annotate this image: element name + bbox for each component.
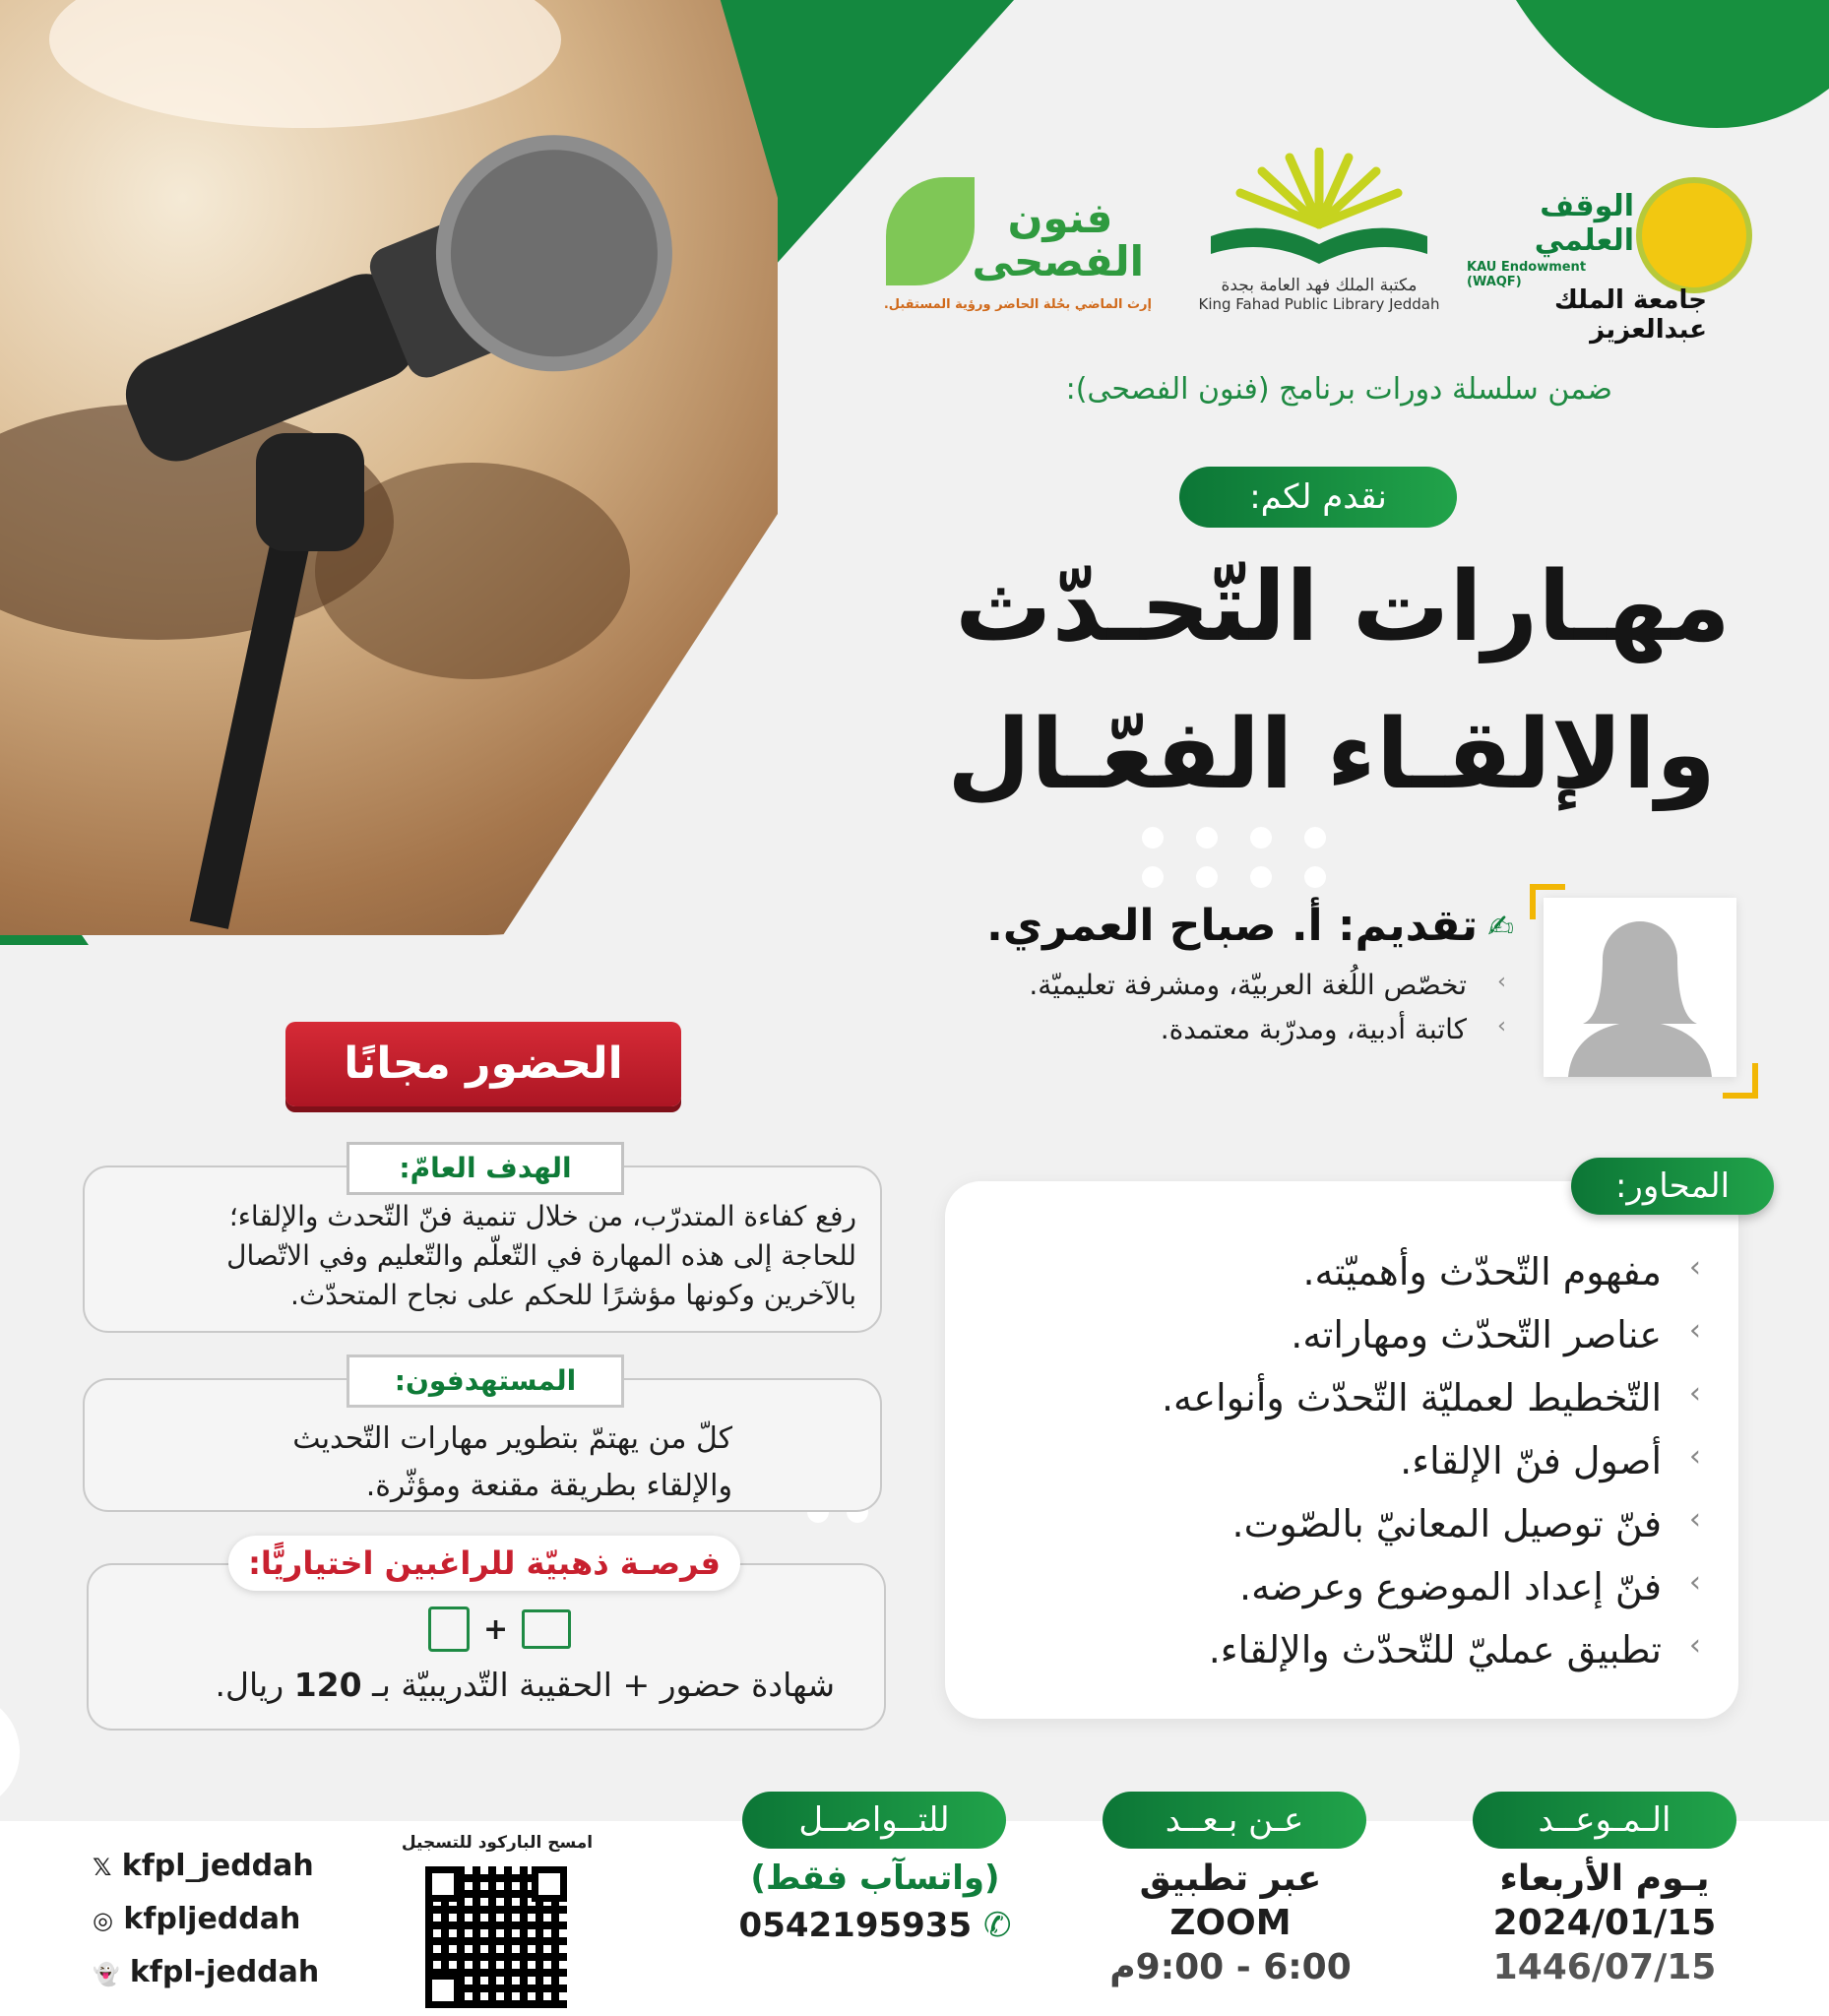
funun-arabic-name: فنون الفصحى xyxy=(972,194,1144,285)
microphone-pen-icon: ✍ xyxy=(1487,907,1514,945)
social-x[interactable] xyxy=(93,1849,339,1902)
free-attendance-badge: الحضور مجانًا xyxy=(285,1022,681,1106)
topics-card xyxy=(945,1181,1738,1719)
open-book-icon xyxy=(1201,148,1437,276)
date-day: يـوم الأربعاء xyxy=(1499,1858,1710,1899)
topic-item: › أصول فنّ الإلقاء. xyxy=(945,1439,1709,1502)
presenter-bullet: › كاتبة أدبية، ومدرّبة معتمدة. xyxy=(805,1013,1514,1045)
leaf-icon xyxy=(886,177,975,285)
contact-note: (واتسآب فقط) xyxy=(750,1858,1000,1898)
training-bag-icon xyxy=(428,1606,470,1652)
goal-label: الهدف العامّ: xyxy=(347,1142,624,1195)
waqf-emblem-icon xyxy=(1636,177,1752,293)
registration-qr-code[interactable] xyxy=(425,1866,567,2008)
presenter-block xyxy=(805,901,1514,1045)
presenter-bullet: › تخصّص اللُغة العربيّة، ومشرفة تعليميّة. xyxy=(805,969,1514,1001)
plus-sign: + xyxy=(483,1611,509,1647)
contact-phone[interactable]: 0542195935 xyxy=(738,1906,973,1945)
topic-item: › تطبيق عمليّ للتّحدّث والإلقاء. xyxy=(945,1628,1709,1691)
remote-via: عبر تطبيق xyxy=(1139,1858,1322,1899)
date-hijri: 1446/07/15 xyxy=(1492,1947,1717,1987)
date-label: الـمـوعــد xyxy=(1473,1792,1736,1849)
audience-text: كلّ من يهتمّ بتطوير مهارات التّحديث والإلقاء بطريقة مقنعة ومؤثّرة. xyxy=(292,1421,732,1503)
funun-alfusha-logo xyxy=(866,167,1152,325)
kau-english-name: KAU Endowment (WAQF) xyxy=(1467,260,1587,289)
remote-time: 6:00 - 9:00م xyxy=(1109,1947,1352,1987)
social-handle: kfpl_jeddah xyxy=(121,1849,314,1883)
topic-item: › مفهوم التّحدّث وأهميّته. xyxy=(945,1250,1709,1313)
presenter-name: تقديم: أ. صباح العمري. xyxy=(986,901,1479,951)
kau-arabic-name: الوقف العلمي xyxy=(1534,189,1634,258)
remote-block xyxy=(1093,1858,1368,1987)
opportunity-text xyxy=(216,1666,835,1704)
opportunity-label: فرصـة ذهبيّة للراغبين اختياريًّا: xyxy=(228,1536,740,1591)
course-title-line2: والإلقـاء الفعّـال xyxy=(947,699,1716,811)
instagram-icon: ◎ xyxy=(93,1907,113,1934)
social-instagram[interactable] xyxy=(93,1902,339,1955)
social-handles xyxy=(93,1849,339,2008)
series-intro: ضمن سلسلة دورات برنامج (فنون الفصحى): xyxy=(1065,372,1612,407)
contact-phone-row xyxy=(732,1906,1018,1945)
presenter-photo-frame xyxy=(1544,898,1736,1077)
remote-app: ZOOM xyxy=(1169,1903,1292,1943)
opportunity-currency: ريال. xyxy=(215,1666,284,1704)
audience-label: المستهدفون: xyxy=(347,1354,624,1408)
x-icon: 𝕏 xyxy=(93,1854,112,1881)
date-block xyxy=(1473,1858,1736,1987)
topic-item: › فنّ إعداد الموضوع وعرضه. xyxy=(945,1565,1709,1628)
kau-university-name: جامعة الملك عبدالعزيز xyxy=(1553,285,1707,345)
course-title-line1: مهـارات التّحـدّث xyxy=(955,551,1731,663)
topics-label: المحاور: xyxy=(1571,1158,1774,1215)
social-handle: kfpl-jeddah xyxy=(129,1955,320,1989)
contact-block xyxy=(732,1858,1018,1945)
frame-corner-top xyxy=(1530,884,1565,919)
qr-caption: امسح الباركود للتسجيل xyxy=(401,1833,594,1853)
kau-logo xyxy=(1467,177,1762,345)
library-english-name: King Fahad Public Library Jeddah xyxy=(1198,295,1440,313)
frame-corner-bottom xyxy=(1723,1063,1758,1099)
certificate-icon xyxy=(522,1609,571,1649)
opportunity-price: 120 xyxy=(293,1666,362,1704)
social-snapchat[interactable] xyxy=(93,1955,339,2008)
library-logo xyxy=(1181,148,1457,335)
social-handle: kfpljeddah xyxy=(123,1902,301,1936)
remote-label: عـن بـعــد xyxy=(1103,1792,1366,1849)
contact-label: للتــواصــل xyxy=(742,1792,1006,1849)
whatsapp-icon: ✆ xyxy=(982,1906,1012,1945)
goal-text: رفع كفاءة المتدرّب، من خلال تنمية فنّ التّحدث والإلقاء؛ للحاجة إلى هذه المهارة في التّعلّم والتّعليم وفي الاتّصال بالآخرين وكونها مؤشرًا للحكم على نجاح المتحدّث. xyxy=(226,1200,856,1311)
opportunity-text-prefix: شهادة حضور + الحقيبة التّدريبيّة بـ xyxy=(372,1666,835,1704)
person-avatar-icon xyxy=(1544,898,1736,1077)
certificate-offer-icons xyxy=(428,1606,571,1652)
library-arabic-name: مكتبة الملك فهد العامة بجدة xyxy=(1221,276,1418,295)
date-gregorian: 2024/01/15 xyxy=(1492,1903,1717,1943)
topic-item: › عناصر التّحدّث ومهاراته. xyxy=(945,1313,1709,1376)
snapchat-icon: 👻 xyxy=(93,1963,120,1987)
topic-item: › فنّ توصيل المعانيّ بالصّوت. xyxy=(945,1502,1709,1565)
topic-item: › التّخطيط لعمليّة التّحدّث وأنواعه. xyxy=(945,1376,1709,1439)
presents-pill: نقدم لكم: xyxy=(1179,467,1457,528)
funun-tagline: إرث الماضي بحُلة الحاضر ورؤية المستقبل. xyxy=(883,297,1152,312)
